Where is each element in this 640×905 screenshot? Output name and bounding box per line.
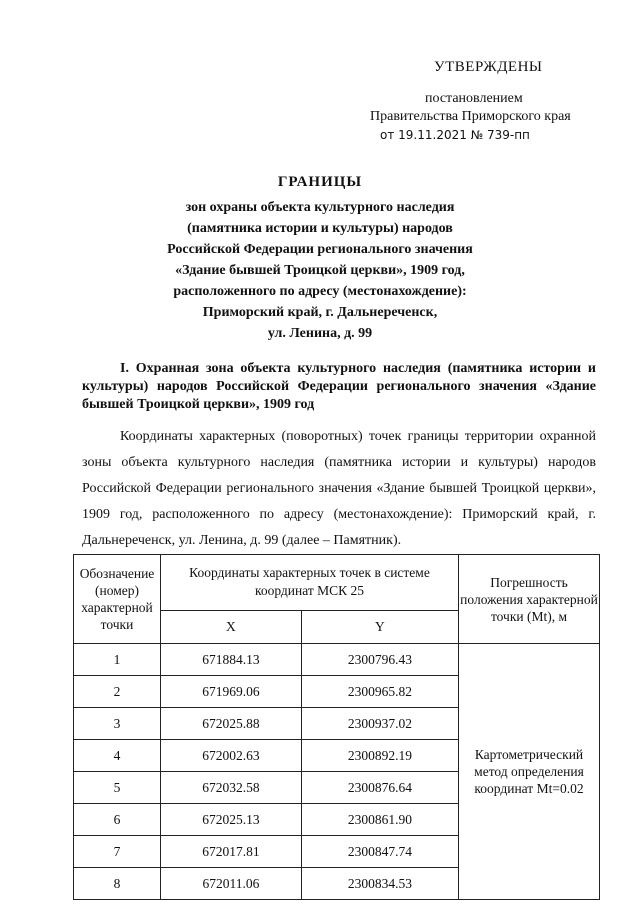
approval-date-number: от 19.11.2021 № 739-пп xyxy=(380,128,530,142)
header-error: Погрешность положения характерной точки (Mt), м xyxy=(459,555,600,644)
title-line: Приморский край, г. Дальнереченск, xyxy=(202,305,438,320)
cell-y: 2300847.74 xyxy=(301,836,458,868)
header-point: Обозначение (номер) характерной точки xyxy=(74,555,161,644)
cell-method: Картометрический метод определения координат Mt=0.02 xyxy=(459,644,600,900)
cell-point: 5 xyxy=(74,772,161,804)
title-line: Российской Федерации регионального значения xyxy=(167,242,473,257)
cell-y: 2300796.43 xyxy=(301,644,458,676)
cell-x: 671884.13 xyxy=(161,644,302,676)
cell-y: 2300834.53 xyxy=(301,868,458,900)
cell-y: 2300861.90 xyxy=(301,804,458,836)
cell-point: 6 xyxy=(74,804,161,836)
cell-point: 3 xyxy=(74,708,161,740)
cell-y: 2300937.02 xyxy=(301,708,458,740)
cell-x: 672025.13 xyxy=(161,804,302,836)
title-main: ГРАНИЦЫ xyxy=(277,174,363,190)
title-line: (памятника истории и культуры) народов xyxy=(187,221,453,236)
approval-block xyxy=(360,58,600,144)
title-line: ул. Ленина, д. 99 xyxy=(267,326,373,341)
approval-heading: УТВЕРЖДЕНЫ xyxy=(434,59,543,75)
cell-x: 672025.88 xyxy=(161,708,302,740)
approval-government: Правительства Приморского края xyxy=(370,109,571,124)
header-y: Y xyxy=(301,610,458,643)
cell-x: 672002.63 xyxy=(161,740,302,772)
cell-x: 672011.06 xyxy=(161,868,302,900)
table-row xyxy=(74,644,600,676)
cell-x: 672017.81 xyxy=(161,836,302,868)
header-coords: Координаты характерных точек в системе координат МСК 25 xyxy=(161,555,459,611)
cell-point: 2 xyxy=(74,676,161,708)
document-title xyxy=(120,172,520,344)
cell-point: 7 xyxy=(74,836,161,868)
cell-y: 2300876.64 xyxy=(301,772,458,804)
body-paragraph: Координаты характерных (поворотных) точек границы территории охранной зоны объекта культурного наследия (памятника истории и культуры) народов Российской Федерации регионального значения «Здание бывшей Троицкой церкви», 1909 год, расположенного по адресу (местонахождение): Приморский край, г. Дальнереченск, ул. Ленина, д. 99 (далее – Памятник). xyxy=(82,429,596,548)
cell-y: 2300965.82 xyxy=(301,676,458,708)
cell-y: 2300892.19 xyxy=(301,740,458,772)
coordinates-table xyxy=(73,554,600,900)
cell-point: 1 xyxy=(74,644,161,676)
cell-point: 4 xyxy=(74,740,161,772)
title-line: «Здание бывшей Троицкой церкви», 1909 год, xyxy=(175,263,465,278)
approval-resolution: постановлением xyxy=(425,91,523,106)
title-line: расположенного по адресу (местонахождение): xyxy=(173,284,467,299)
cell-point: 8 xyxy=(74,868,161,900)
cell-x: 672032.58 xyxy=(161,772,302,804)
cell-x: 671969.06 xyxy=(161,676,302,708)
section-heading: I. Охранная зона объекта культурного наследия (памятника истории и культуры) народов Российской Федерации регионального значения «Здание бывшей Троицкой церкви», 1909 год xyxy=(82,361,596,412)
header-x: X xyxy=(161,610,302,643)
title-line: зон охраны объекта культурного наследия xyxy=(185,200,455,215)
